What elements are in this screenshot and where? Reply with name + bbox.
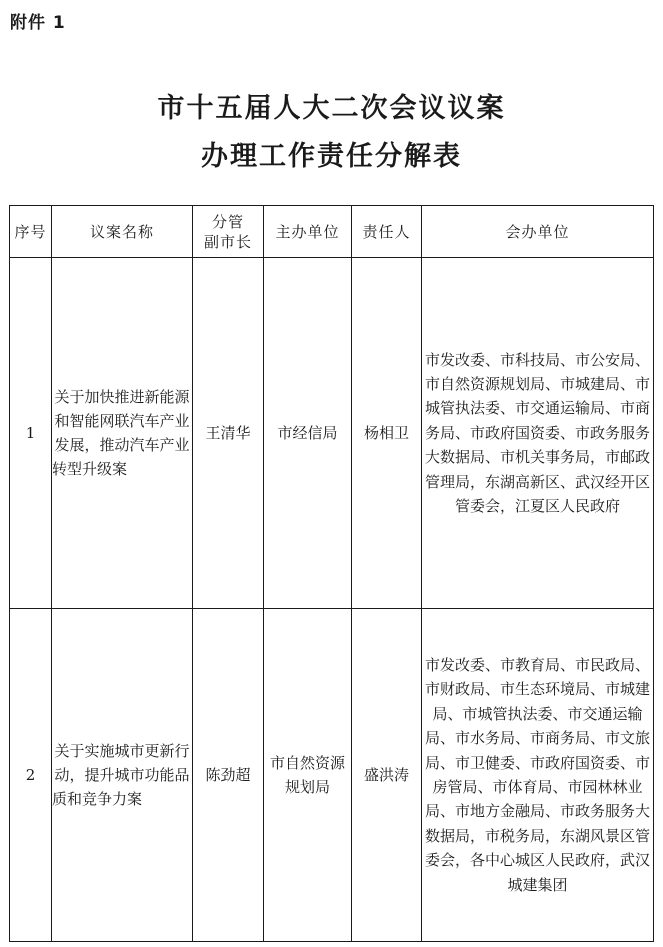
row-co-units: 市发改委、市科技局、市公安局、市自然资源规划局、市城建局、市城管执法委、市交通运输局、市商务局、市政府国资委、市政务服务大数据局、市机关事务局，市邮政管理局，东湖高新区、武汉经开区管委会，江夏区人民政府: [422, 258, 654, 609]
row-lead-unit: 市经信局: [264, 258, 352, 609]
row-no: 1: [10, 258, 52, 609]
header-name: 议案名称: [52, 206, 193, 258]
table-row: [10, 258, 654, 609]
header-responsible: 责任人: [352, 206, 422, 258]
row-name: 关于加快推进新能源和智能网联汽车产业发展，推动汽车产业转型升级案: [52, 258, 193, 609]
row-vice-mayor: 王清华: [193, 258, 264, 609]
document-title-line2: 办理工作责任分解表: [201, 141, 462, 172]
header-co-units: 会办单位: [422, 206, 654, 258]
row-co-units: 市发改委、市教育局、市民政局、市财政局、市生态环境局、市城建局、市城管执法委、市交通运输局、市水务局、市商务局、市文旅局、市卫健委、市政府国资委、市房管局、市体育局、市园林林业局、市地方金融局、市政务服务大数据局，市税务局，东湖风景区管委会，各中心城区人民政府，武汉城建集团: [422, 609, 654, 942]
attachment-label: 附件 1: [10, 13, 66, 33]
row-responsible: 盛洪涛: [352, 609, 422, 942]
row-lead-unit: 市自然资源规划局: [264, 609, 352, 942]
row-responsible: 杨相卫: [352, 258, 422, 609]
header-lead-unit: 主办单位: [264, 206, 352, 258]
header-vice-mayor-line1: 分管: [211, 212, 244, 231]
row-no: 2: [10, 609, 52, 942]
row-vice-mayor: 陈劲超: [193, 609, 264, 942]
header-vice-mayor-line2: 副市长: [203, 232, 252, 251]
table-row: [10, 609, 654, 942]
header-vice-mayor: [193, 206, 264, 258]
row-name: 关于实施城市更新行动，提升城市功能品质和竞争力案: [52, 609, 193, 942]
table-header-row: [10, 206, 654, 258]
header-no: 序号: [10, 206, 52, 258]
responsibility-table: [9, 205, 654, 942]
document-title-line1: 市十五届人大二次会议议案: [157, 93, 506, 124]
